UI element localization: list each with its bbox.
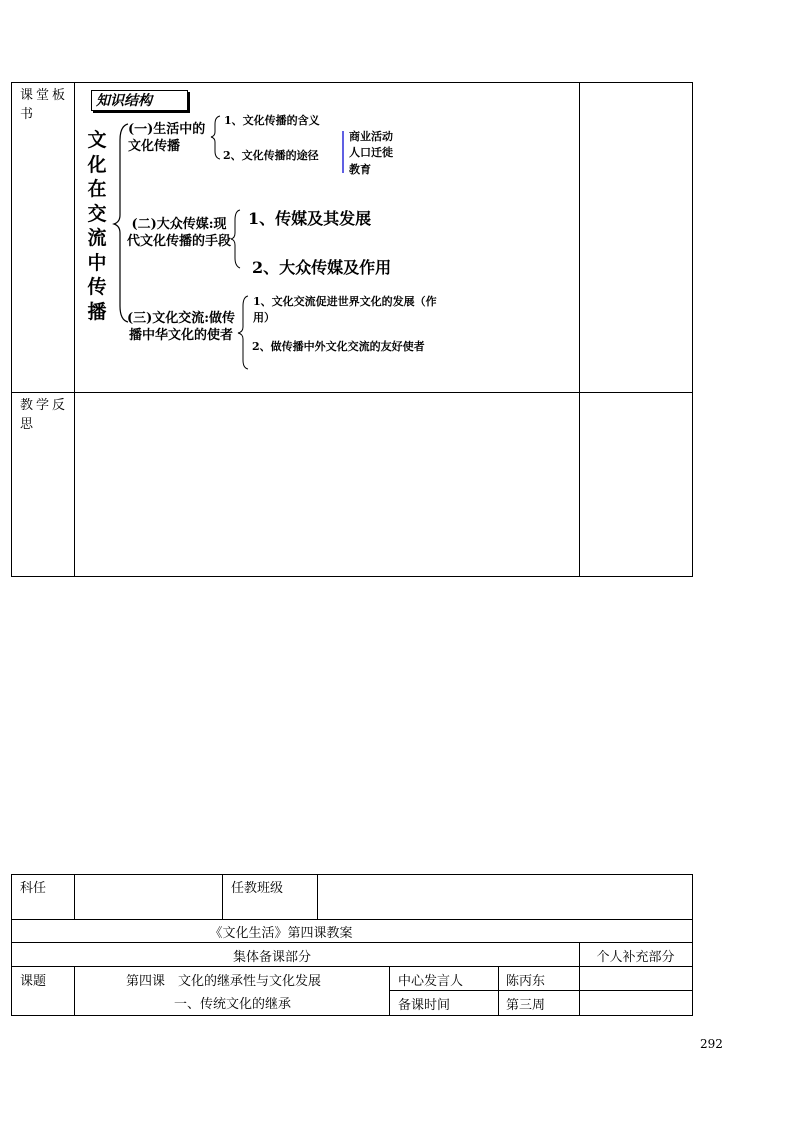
section1-title: (一)生活中的文化传播 bbox=[128, 122, 206, 154]
page-number: 292 bbox=[700, 1037, 723, 1051]
personal-label: 个人补充部分 bbox=[596, 950, 675, 965]
section1-item1: 1、文化传播的含义 bbox=[224, 114, 320, 127]
time-label: 备课时间 bbox=[398, 998, 451, 1013]
subject-label: 科任 bbox=[20, 881, 47, 896]
time-value: 第三周 bbox=[506, 998, 546, 1013]
reflection-label: 教学反思 bbox=[20, 398, 69, 432]
section3-item1: 1、文化交流促进世界文化的发展（作用） bbox=[253, 295, 437, 324]
topic-label: 课题 bbox=[20, 974, 47, 989]
section1-path3: 教育 bbox=[349, 163, 371, 176]
section1-path1: 商业活动 bbox=[349, 130, 393, 143]
section2-item2: 2、大众传媒及作用 bbox=[252, 258, 392, 277]
board-label: 课堂板书 bbox=[20, 88, 69, 122]
collective-label: 集体备课部分 bbox=[232, 950, 311, 965]
section1-item2: 2、文化传播的途径 bbox=[223, 149, 319, 162]
main-vertical-title: 文化在交流中传播 bbox=[87, 129, 107, 323]
class-label: 任教班级 bbox=[231, 881, 284, 896]
plan-title: 《文化生活》第四课教案 bbox=[209, 926, 353, 941]
topic-line2: 一、传统文化的继承 bbox=[174, 997, 292, 1012]
section1-path2: 人口迁徙 bbox=[349, 146, 393, 159]
section2-item1: 1、传媒及其发展 bbox=[248, 209, 372, 228]
section2-title: (二)大众传媒:现代文化传播的手段 bbox=[126, 217, 231, 249]
section3-title: (三)文化交流:做传播中华文化的使者 bbox=[126, 311, 236, 343]
speaker-label: 中心发言人 bbox=[398, 974, 464, 989]
knowledge-box-title: 知识结构 bbox=[96, 93, 152, 109]
speaker-name: 陈丙东 bbox=[506, 974, 546, 989]
topic-line1: 第四课 文化的继承性与文化发展 bbox=[126, 974, 322, 989]
section3-item2: 2、做传播中外文化交流的友好使者 bbox=[252, 340, 425, 353]
